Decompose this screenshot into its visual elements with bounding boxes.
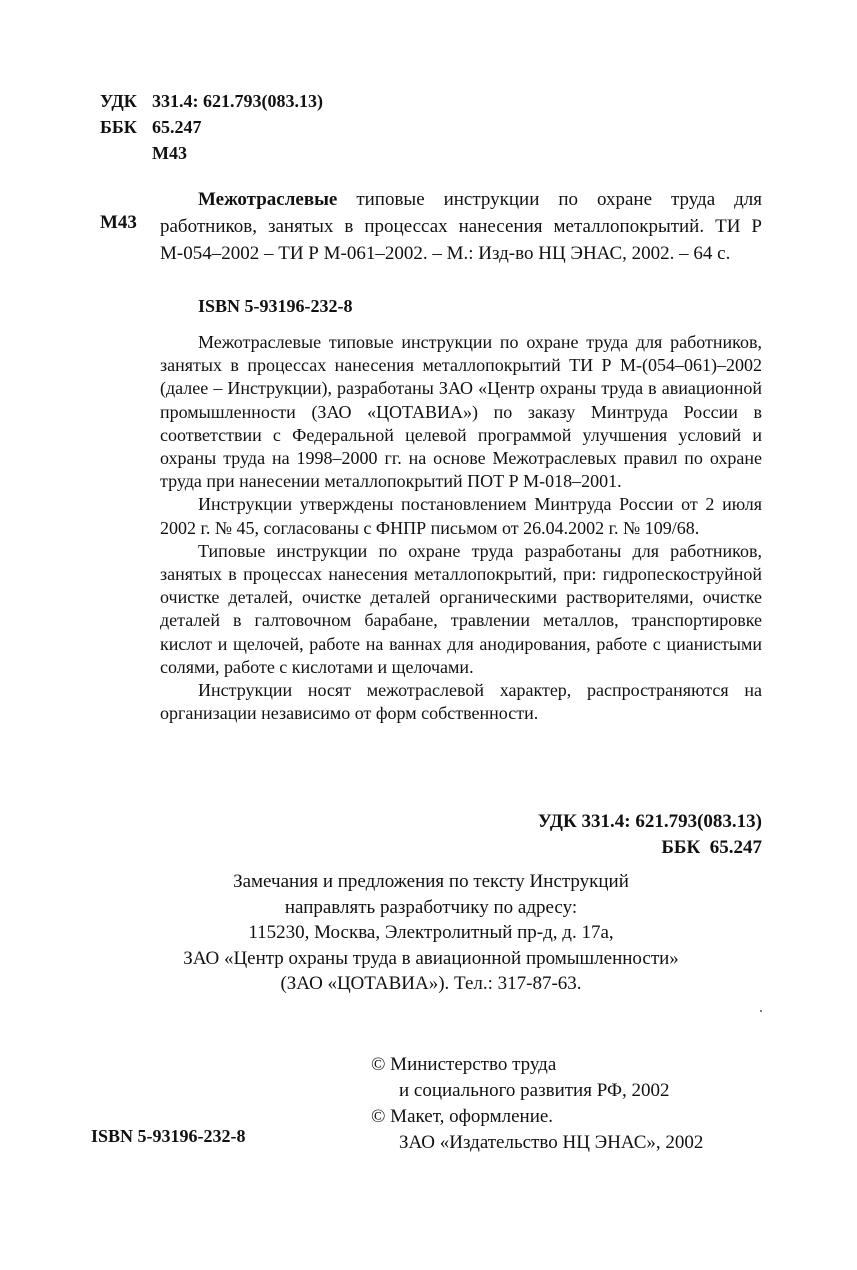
copyright-line: © Макет, оформление.: [371, 1106, 554, 1127]
abstract-paragraph: Типовые инструкции по охране труда разработаны для работников, занятых в процессах нанесения металлопокрытий, при: гидропескоструйной очистке деталей, очистке деталей органическими растворителями, очистке деталей в галтовочном барабане, травлении металлов, транспортировке кислот и щелочей, работе на ваннах для анодирования, работе с цианистыми солями, работе с кислотами и щелочами.: [160, 540, 762, 677]
udk-value: 331.4: 621.793(083.13): [152, 91, 323, 111]
abstract: [160, 331, 762, 725]
classification-codes-right: [538, 809, 762, 861]
bibliographic-entry: [160, 186, 762, 267]
remarks-line: Замечания и предложения по тексту Инструкций: [233, 871, 629, 892]
copyright-line: ЗАО «Издательство НЦ ЭНАС», 2002: [399, 1132, 704, 1153]
scan-speck: [760, 1010, 762, 1012]
remarks-line: (ЗАО «ЦОТАВИА»). Тел.: 317-87-63.: [280, 973, 582, 994]
isbn-top: ISBN 5-93196-232-8: [198, 296, 353, 316]
remarks-line: 115230, Москва, Электролитный пр-д, д. 17а,: [248, 922, 614, 943]
biblio-title-bold: Межотраслевые: [198, 189, 338, 210]
copyright-line: и социального развития РФ, 2002: [399, 1080, 670, 1101]
abstract-paragraph: Межотраслевые типовые инструкции по охране труда для работников, занятых в процессах нанесения металлопокрытий ТИ Р М-(054–061)–2002 (далее – Инструкции), разработаны ЗАО «Центр охраны труда в авиационной промышленности (ЗАО «ЦОТАВИА») по заказу Минтруда России в соответствии с Федеральной целевой программой улучшения условий и охраны труда на 1998–2000 гг. на основе Межотраслевых правил по охране труда при нанесении металлопокрытий ПОТ Р М-018–2001.: [160, 332, 762, 492]
remarks-line: ЗАО «Центр охраны труда в авиационной промышленности»: [183, 947, 679, 969]
abstract-paragraph: Инструкции утверждены постановлением Минтруда России от 2 июля 2002 г. № 45, согласованы с ФНПР письмом от 26.04.2002 г. № 109/68.: [160, 494, 762, 538]
isbn-bottom: ISBN 5-93196-232-8: [91, 1126, 246, 1146]
bbk-label: ББК: [100, 117, 137, 137]
author-mark: М43: [152, 143, 187, 163]
remarks-line: направлять разработчику по адресу:: [284, 896, 578, 918]
bbk-value: 65.247: [152, 117, 202, 137]
biblio-author-mark: М43: [100, 212, 137, 233]
bbk-row: [100, 114, 323, 140]
copyright-line: © Министерство труда: [371, 1054, 557, 1075]
bbk-right: ББК 65.247: [661, 837, 762, 858]
biblio-title-rest: типовые инструкции по охране труда для работников, занятых в процессах нанесения металлопокрытий. ТИ Р М-054–2002 – ТИ Р М-061–2002. – М.: Изд-во НЦ ЭНАС, 2002. – 64 с.: [160, 189, 762, 264]
classification-codes: [100, 88, 323, 166]
udk-label: УДК: [100, 91, 137, 111]
udk-row: [100, 88, 323, 114]
abstract-paragraph: Инструкции носят межотраслевой характер, распространяются на организации независимо от форм собственности.: [160, 680, 762, 724]
copyright-block: [371, 1052, 703, 1156]
remarks-block: [100, 869, 762, 997]
udk-right: УДК 331.4: 621.793(083.13): [537, 811, 762, 832]
